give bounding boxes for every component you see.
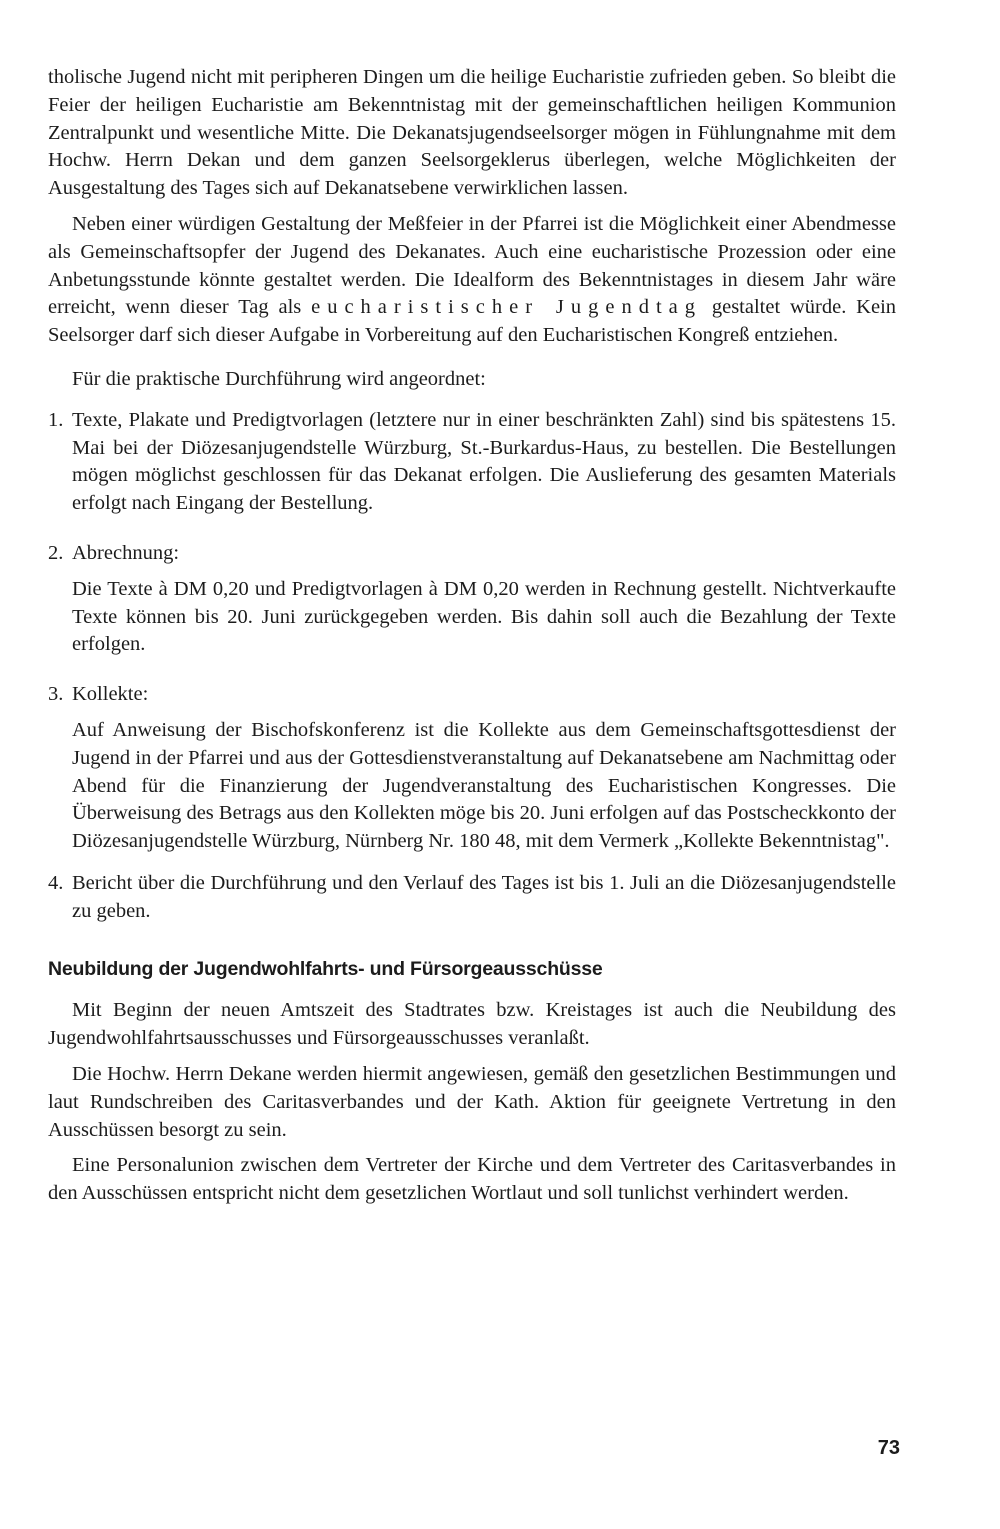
intro-paragraph-1: tholische Jugend nicht mit peripheren Dingen um die heilige Eucharistie zufrieden geben. So bleibt die Feier der heiligen Eucharistie am Bekenntnistag mit der gemeinschaftlichen heiligen Kommunion Zentralpunkt und wesentliche Mitte. Die Dekanatsjugendseelsorger mögen in Fühlungnahme mit dem Hochw. Herrn Dekan und dem ganzen Seelsorgeklerus überlegen, welche Möglichkeiten der Ausgestaltung des Tages sich auf Dekanatsebene verwirklichen lassen. <box>48 66 896 200</box>
list-number: 1. <box>48 408 64 431</box>
section-heading: Neubildung der Jugendwohlfahrts- und Fürsorgeausschüsse <box>48 957 603 980</box>
spaced-emphasis: eucharistischer Jugendtag <box>311 296 702 319</box>
page-number: 73 <box>877 1437 900 1459</box>
list-item-3-text: Auf Anweisung der Bischofskonferenz ist die Kollekte aus dem Gemeinschaftsgottesdienst der Jugend in der Pfarrei und aus der Gottesdienstveranstaltung auf Dekanatsebene am Nachmittag oder Abend für die Finanzierung der Jugendveranstaltung des Eucharistischen Kongresses. Die Überweisung des Betrags aus den Kollekten möge bis 20. Juni erfolgen auf das Postscheckkonto der Diözesanjugendstelle Würzburg, Nürnberg Nr. 180 48, mit dem Vermerk „Kollekte Bekenntnistag". <box>72 718 896 853</box>
section-paragraph-2: Die Hochw. Herrn Dekane werden hiermit angewiesen, gemäß den gesetzlichen Bestimmungen und laut Rundschreiben des Caritasverbandes und der Kath. Aktion für geeignete Vertretung in den Ausschüssen besorgt zu sein. <box>48 1062 896 1141</box>
list-item-text: Bericht über die Durchführung und den Verlauf des Tages ist bis 1. Juli an die Diözesanjugendstelle zu geben. <box>72 871 896 922</box>
intro-paragraph-2-start: Neben einer würdigen Gestaltung der Meßfeier in der Pfarrei ist die Möglichkeit einer Abendmesse als Gemeinschaftsopfer der Jugend des Dekanates. Auch eine eucharistische Prozession oder eine Anbetungsstunde könnte gestaltet werden. Die Idealform des Bekenntnistages in diesem Jahr wäre erreicht, wenn dieser Tag als <box>48 212 896 319</box>
list-item-title: Abrechnung: <box>72 541 180 564</box>
document-page <box>48 64 896 1216</box>
list-item-3 <box>48 681 896 709</box>
intro-paragraph-2 <box>48 211 896 350</box>
intro-paragraph-2-end: gestaltet würde. Kein Seelsorger darf sich dieser Aufgabe in Vorbereitung auf den Eucharistischen Kongreß entziehen. <box>48 296 897 347</box>
list-number: 4. <box>48 871 64 894</box>
section-paragraph-3: Eine Personalunion zwischen dem Vertreter der Kirche und dem Vertreter des Caritasverbandes in den Ausschüssen entspricht nicht dem gesetzlichen Wortlaut und soll tunlichst verhindert werden. <box>48 1154 896 1205</box>
list-item-text: Texte, Plakate und Predigtvorlagen (letztere nur in einer beschränkten Zahl) sind bis spätestens 15. Mai bei der Diözesanjugendstelle Würzburg, St.-Burkardus-Haus, zu bestellen. Die Bestellungen mögen möglichst geschlossen für das Dekanat erfolgen. Die Auslieferung des gesamten Materials erfolgt nach Eingang der Bestellung. <box>72 408 896 515</box>
list-number: 3. <box>48 683 64 706</box>
intro-paragraph-3: Für die praktische Durchführung wird angeordnet: <box>72 367 486 390</box>
section-paragraph-1: Mit Beginn der neuen Amtszeit des Stadtrates bzw. Kreistages ist auch die Neubildung des Jugendwohlfahrtsausschusses und Fürsorgeausschusses veranlaßt. <box>48 999 896 1050</box>
list-item-2-text: Die Texte à DM 0,20 und Predigtvorlagen à DM 0,20 werden in Rechnung gestellt. Nichtverkaufte Texte können bis 20. Juni zurückgegeben werden. Bis dahin soll auch die Bezahlung der Texte erfolgen. <box>72 577 896 656</box>
list-number: 2. <box>48 541 64 564</box>
list-item-title: Kollekte: <box>72 683 149 706</box>
list-item-1 <box>48 407 896 518</box>
list-item-2 <box>48 540 896 568</box>
list-item-4 <box>48 870 896 926</box>
